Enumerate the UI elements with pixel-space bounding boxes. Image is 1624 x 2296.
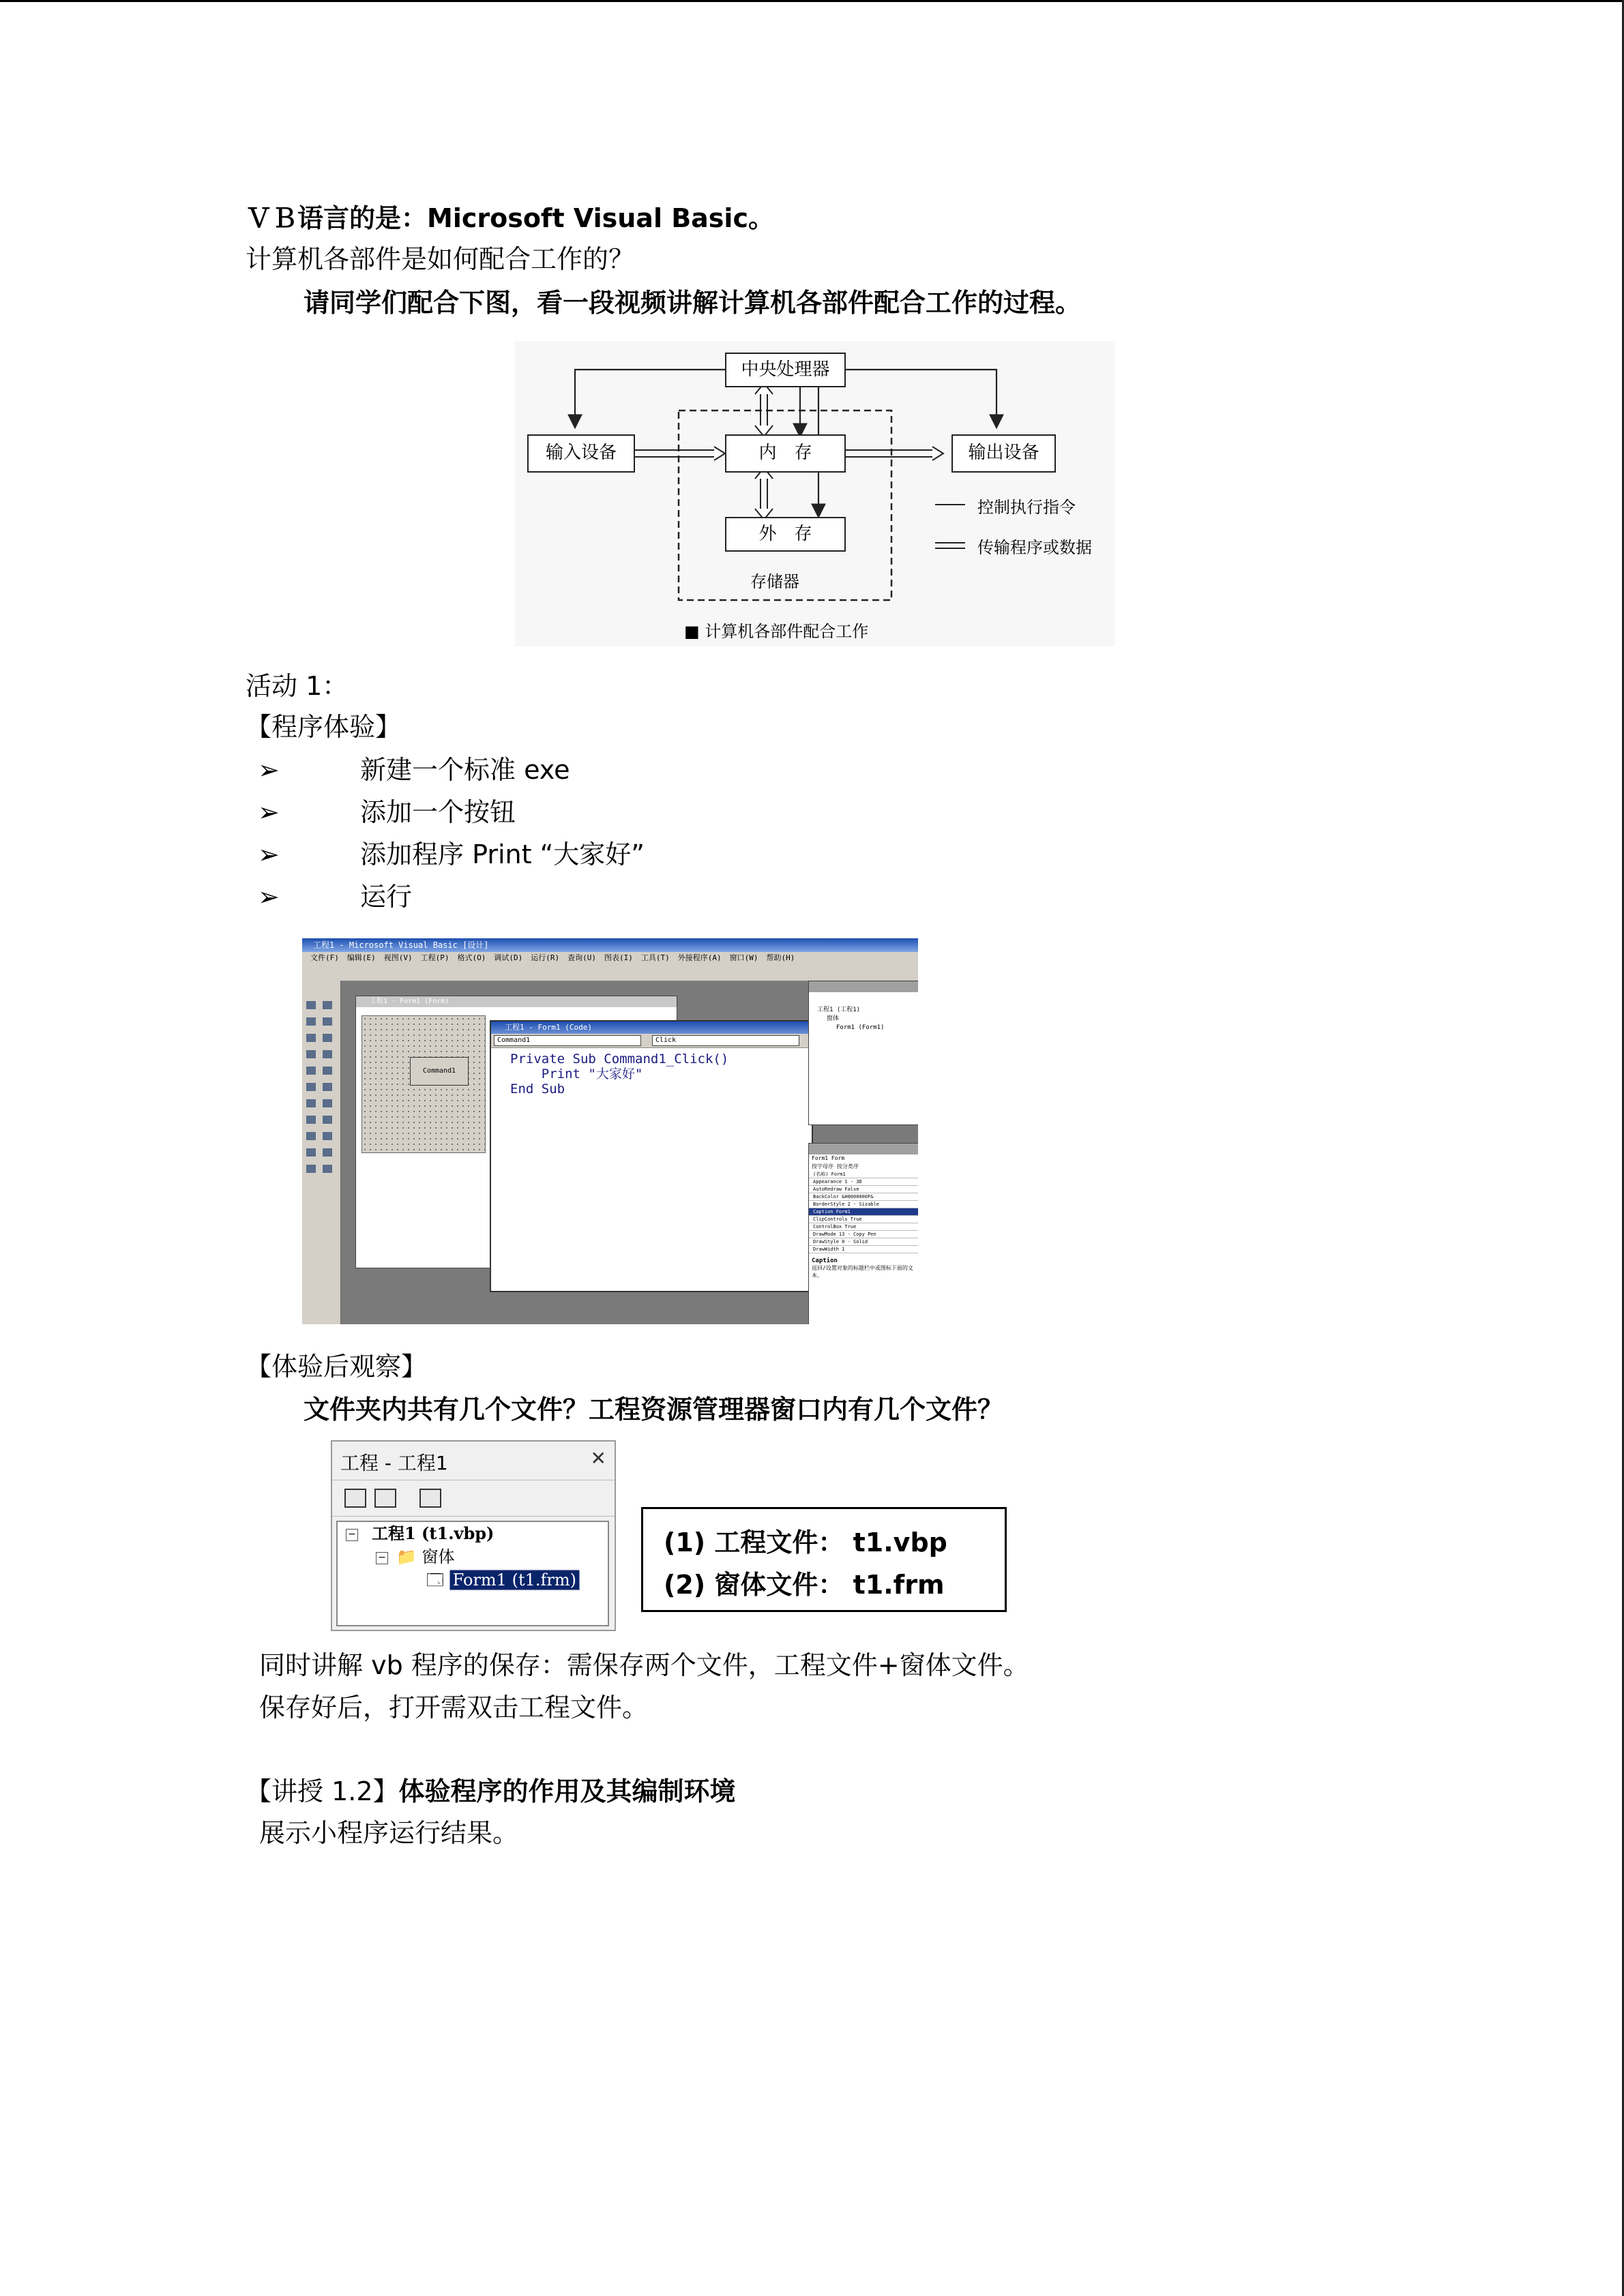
vb-form-designer: 工程1 - Form1 (Form) Command1 xyxy=(355,996,677,1268)
observe-heading: 【体验后观察】 xyxy=(246,1352,428,1382)
vb-title-bar: 工程1 - Microsoft Visual Basic [设计] xyxy=(302,938,918,952)
save-line-1: 同时讲解 vb 程序的保存：需保存两个文件，工程文件+窗体文件。 xyxy=(259,1650,1029,1680)
tree-form: 🗔 Form1 (t1.frm) xyxy=(426,1570,580,1590)
bullet-arrow-icon: ➢ xyxy=(258,755,280,785)
experience-heading: 【程序体验】 xyxy=(246,712,402,742)
page-top-border xyxy=(0,0,1624,2)
project-explorer-toolbar xyxy=(332,1480,615,1517)
vb-toolbox xyxy=(302,981,341,1324)
vb-ide-screenshot xyxy=(302,938,918,1324)
activity-label: 活动 1： xyxy=(246,671,349,701)
result-line-form: (2) 窗体文件： t1.frm xyxy=(664,1570,945,1600)
cpu-box: 中央处理器 xyxy=(725,353,846,387)
folder-icon xyxy=(419,1489,441,1508)
lecture-heading: 【讲授 1.2】体验程序的作用及其编制环境 xyxy=(246,1776,736,1806)
output-device-box: 输出设备 xyxy=(951,434,1056,473)
object-combo: Command1 xyxy=(494,1035,641,1046)
procedure-combo: Click xyxy=(652,1035,799,1046)
project-tree xyxy=(336,1521,609,1626)
tree-project: 工程1 (t1.vbp) xyxy=(372,1523,494,1543)
diagram-caption: ■ 计算机各部件配合工作 xyxy=(684,622,869,641)
observe-question: 文件夹内共有几个文件？工程资源管理器窗口内有几个文件？ xyxy=(304,1395,1004,1425)
result-line-project: (1) 工程文件： t1.vbp xyxy=(664,1527,947,1557)
view-code-icon xyxy=(344,1489,366,1508)
external-storage-box: 外 存 xyxy=(725,517,846,552)
command1-button: Command1 xyxy=(410,1057,469,1086)
bullet-arrow-icon: ➢ xyxy=(258,797,280,827)
view-object-icon xyxy=(374,1489,396,1508)
input-device-box: 输入设备 xyxy=(527,434,635,473)
computer-components-diagram xyxy=(515,341,1115,646)
code-text: Private Sub Command1_Click() Print "大家好" End Sub xyxy=(510,1052,729,1097)
collapse-icon: − xyxy=(346,1529,358,1541)
legend-control: 控制执行指令 xyxy=(977,498,1076,517)
memory-box: 内 存 xyxy=(725,434,846,473)
vb-toolbar xyxy=(302,964,918,981)
bullet-arrow-icon: ➢ xyxy=(258,839,280,869)
save-line-2: 保存好后，打开需双击工程文件。 xyxy=(259,1693,649,1723)
show-result-line: 展示小程序运行结果。 xyxy=(259,1818,519,1848)
legend-transfer: 传输程序或数据 xyxy=(977,538,1092,557)
project-explorer-screenshot xyxy=(331,1440,616,1631)
vb-properties-window: Form1 Form 按字母序 按分类序 (名称) Form1 Appearance 1 - 3D AutoRedraw False BackColor &H8000000F& BorderStyle 2 - Sizable Caption Form1 ClipControls True ControlBox True DrawMode 13 - Copy Pen DrawStyle 0 - Solid DrawWidth 1 Caption 返回/设置对象的标题栏中或图标下面的文本。 xyxy=(808,1143,918,1324)
close-icon: ✕ xyxy=(590,1447,606,1470)
vb-language-line: ＶＢ语言的是：Microsoft Visual Basic。 xyxy=(246,203,774,233)
question-line: 计算机各部件是如何配合工作的？ xyxy=(246,244,635,274)
bullet-arrow-icon: ➢ xyxy=(258,882,280,912)
storage-label: 存储器 xyxy=(750,572,799,591)
vb-menu-bar: 文件(F) 编辑(E) 视图(V) 工程(P) 格式(O) 调试(D) 运行(R) 查询(U) 图表(I) 工具(T) 外接程序(A) 窗口(W) 帮助(H) xyxy=(302,952,918,964)
file-result-box xyxy=(641,1507,1007,1612)
tree-folder: 📁 窗体 xyxy=(396,1547,455,1566)
vb-code-window: 工程1 - Form1 (Code) Command1 Click Private Sub Command1_Click() Print "大家好" End Sub xyxy=(490,1020,813,1292)
project-explorer-title: 工程 - 工程1 xyxy=(340,1452,448,1474)
collapse-icon: − xyxy=(376,1552,388,1564)
vb-project-explorer: 工程1 (工程1) 窗体 Form1 (Form1) xyxy=(808,981,918,1125)
form-grid xyxy=(361,1015,486,1153)
request-line: 请同学们配合下图，看一段视频讲解计算机各部件配合工作的过程。 xyxy=(304,288,1082,318)
